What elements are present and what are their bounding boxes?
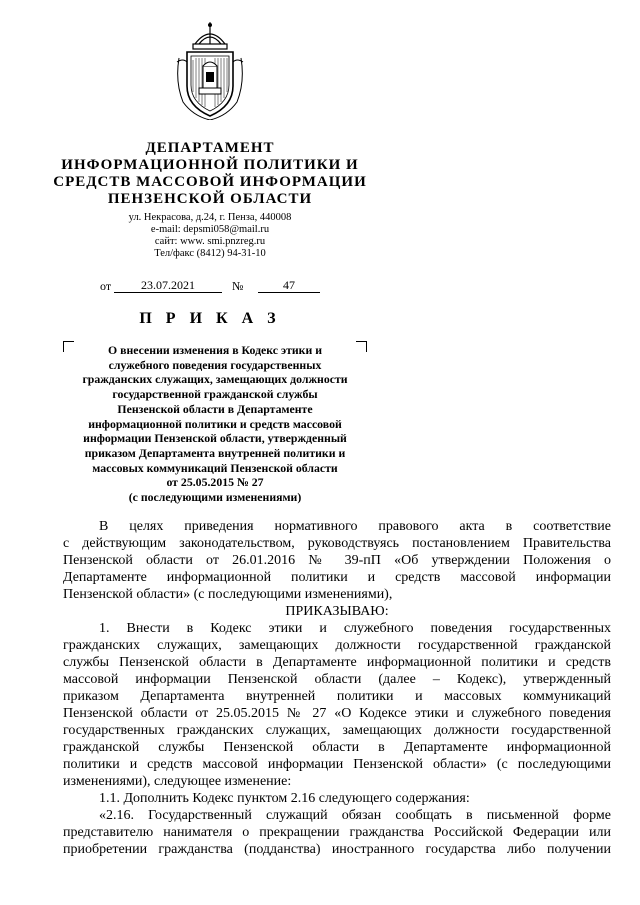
subject-line: Пензенской области в Департаменте — [117, 401, 313, 416]
order-number: 47 — [258, 279, 320, 293]
subject-line: приказом Департамента внутренней политики и — [84, 445, 346, 460]
body-line: службы Пензенской области в Департаменте информационной политики и средств — [63, 655, 611, 670]
body-line: Пензенской области от 25.05.2015 № 27 «О Кодексе этики и служебного поведения — [63, 706, 611, 721]
subject-line: массовых коммуникаций Пензенской области — [92, 460, 338, 475]
body-line: государственных гражданских служащих, замещающих должности государственной — [63, 723, 611, 738]
department-name-line: ИНФОРМАЦИОННОЙ ПОЛИТИКИ И — [61, 157, 359, 173]
body-line: гражданских служащих, замещающих должности государственной гражданской — [63, 638, 611, 653]
department-name-line: ПЕНЗЕНСКОЙ ОБЛАСТИ — [107, 191, 313, 207]
order-directive: ПРИКАЗЫВАЮ: — [285, 604, 389, 619]
department-name-line: СРЕДСТВ МАССОВОЙ ИНФОРМАЦИИ — [53, 174, 367, 190]
subject-line: гражданских служащих, замещающих должности — [82, 372, 348, 387]
body-line: представителю нанимателя о прекращении гражданства Российской Федерации или — [63, 825, 611, 840]
subject-line: от 25.05.2015 № 27 — [166, 475, 264, 490]
subject-line: О внесении изменения в Кодекс этики и — [108, 343, 322, 357]
body-line: с действующим законодательством, руководствуясь постановлением Правительства — [63, 536, 611, 551]
body-line: 1. Внести в Кодекс этики и служебного поведения государственных — [99, 621, 611, 636]
order-date: 23.07.2021 — [114, 279, 222, 293]
address-line: ул. Некрасова, д.24, г. Пенза, 440008 — [128, 212, 292, 223]
body-line: Пензенской области» (с последующими изменениями), — [63, 587, 393, 602]
department-name-line: ДЕПАРТАМЕНТ — [145, 140, 275, 156]
body-line: Пензенской области от 26.01.2016 № 39-пП «Об утверждении Положения о — [63, 553, 611, 568]
body-line: Департаменте информационной политики и средств массовой информации — [63, 570, 611, 585]
subject-line: государственной гражданской службы — [112, 387, 318, 402]
body-line: приобретении гражданства (подданства) иностранного государства либо получении — [63, 842, 611, 857]
body-line: «2.16. Государственный служащий обязан сообщать в письменной форме — [99, 808, 611, 823]
subject-line: информации Пензенской области, утвержденный — [83, 431, 347, 446]
date-label: от — [100, 279, 112, 293]
body-line: В целях приведения нормативного правового акта в соответствие — [99, 519, 611, 534]
document-title: П Р И К А З — [139, 310, 281, 327]
coat-of-arms-emblem — [173, 22, 247, 120]
subject-line: служебного поведения государственных — [108, 357, 322, 372]
order-subject — [60, 343, 370, 505]
body-line: изменениями), следующее изменение: — [63, 774, 292, 789]
body-line: массовой информации Пензенской области (далее – Кодекс), утвержденный — [63, 672, 611, 687]
body-line: политики и средств массовой информации Пензенской области» (с последующими — [63, 757, 611, 772]
email-line: e-mail: depsmi058@mail.ru — [150, 224, 270, 235]
order-date-number-row — [100, 279, 340, 293]
website-line: сайт: www. smi.pnzreg.ru — [154, 236, 266, 247]
number-label: № — [232, 279, 244, 293]
phone-line: Тел/факс (8412) 94-31-10 — [154, 248, 266, 259]
body-line: гражданской службы Пензенской области в Департаменте информационной — [63, 740, 611, 755]
subject-line: информационной политики и средств массовой — [88, 416, 342, 431]
body-line: 1.1. Дополнить Кодекс пунктом 2.16 следующего содержания: — [99, 791, 470, 806]
subject-line: (с последующими изменениями) — [128, 490, 302, 505]
body-line: приказом Департамента внутренней политики и массовых коммуникаций — [63, 689, 611, 704]
